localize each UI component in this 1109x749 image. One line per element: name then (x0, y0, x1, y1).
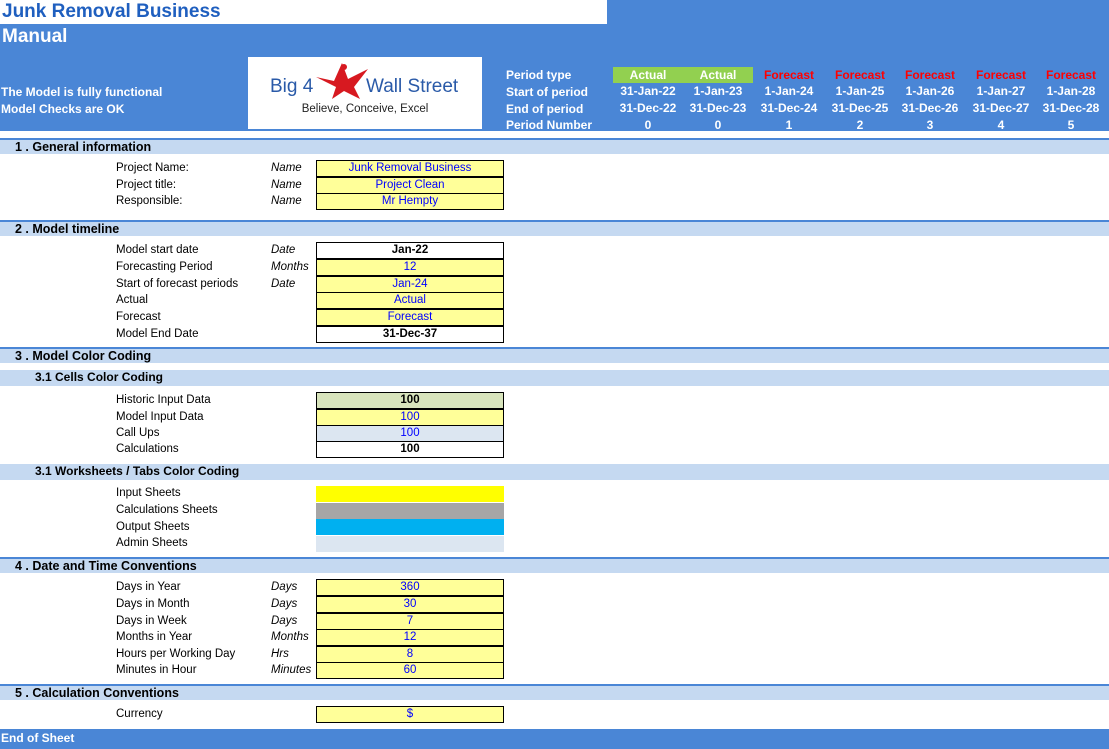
forecast-input[interactable]: Forecast (316, 309, 504, 326)
period-end-cell: 31-Dec-22 (619, 101, 677, 115)
unit-label: Hrs (271, 648, 289, 660)
model-start-date-label: Model start date (116, 244, 199, 256)
period-end-cell: 31-Dec-24 (760, 101, 818, 115)
unit-label: Days (271, 598, 298, 610)
model-checks-status: Model Checks are OK (1, 102, 125, 116)
start-of-period-label: Start of period (506, 85, 589, 99)
period-number-cell: 1 (785, 118, 793, 132)
unit-label: Months (271, 631, 309, 643)
period-type-cell: Forecast (1045, 68, 1097, 82)
call-ups-cell[interactable]: 100 (316, 425, 504, 442)
model-input-label: Model Input Data (116, 411, 204, 423)
unit-label: Days (271, 615, 298, 627)
period-type-cell: Forecast (763, 68, 815, 82)
subsection-title: 3.1 Cells Color Coding (35, 370, 164, 384)
calculations-label: Calculations (116, 443, 179, 455)
period-number-cell: 4 (997, 118, 1005, 132)
period-end-cell: 31-Dec-28 (1042, 101, 1100, 115)
section-title: 5 . Calculation Conventions (15, 686, 179, 700)
period-number-cell: 0 (714, 118, 722, 132)
days-in-week-input[interactable]: 7 (316, 613, 504, 630)
logo (248, 57, 482, 129)
period-end-cell: 31-Dec-26 (901, 101, 959, 115)
model-status: The Model is fully functional (1, 85, 163, 99)
calculations-cell[interactable]: 100 (316, 441, 504, 458)
period-end-cell: 31-Dec-23 (689, 101, 747, 115)
historic-input-cell[interactable]: 100 (316, 392, 504, 409)
project-name-input[interactable]: Junk Removal Business (316, 160, 504, 177)
unit-label: Name (271, 162, 302, 174)
output-sheets-swatch (316, 519, 504, 535)
logo-tagline: Believe, Conceive, Excel (301, 103, 429, 115)
period-type-cell: Forecast (975, 68, 1027, 82)
currency-input[interactable]: $ (316, 706, 504, 723)
days-in-month-input[interactable]: 30 (316, 596, 504, 613)
period-start-cell: 1-Jan-28 (1046, 84, 1096, 98)
end-of-sheet-label: End of Sheet (1, 731, 75, 745)
days-in-week-label: Days in Week (116, 615, 187, 627)
start-forecast-input[interactable]: Jan-24 (316, 276, 504, 293)
period-start-cell: 1-Jan-23 (693, 84, 743, 98)
unit-label: Name (271, 195, 302, 207)
logo-text-right: Wall Street (366, 76, 459, 97)
page-subtitle: Manual (2, 26, 68, 47)
hours-per-day-label: Hours per Working Day (116, 648, 236, 660)
period-end-cell: 31-Dec-27 (972, 101, 1030, 115)
days-in-month-label: Days in Month (116, 598, 190, 610)
period-number-cell: 5 (1067, 118, 1075, 132)
unit-label: Date (271, 278, 296, 290)
unit-label: Minutes (271, 664, 312, 676)
unit-label: Name (271, 179, 302, 191)
forecasting-period-label: Forecasting Period (116, 261, 213, 273)
months-in-year-input[interactable]: 12 (316, 629, 504, 646)
period-start-cell: 1-Jan-27 (976, 84, 1026, 98)
unit-label: Months (271, 261, 309, 273)
historic-input-label: Historic Input Data (116, 394, 211, 406)
period-number-cell: 2 (856, 118, 864, 132)
calculations-sheets-label: Calculations Sheets (116, 504, 218, 516)
admin-sheets-label: Admin Sheets (116, 537, 188, 549)
days-in-year-input[interactable]: 360 (316, 579, 504, 596)
forecasting-period-input[interactable]: 12 (316, 259, 504, 276)
period-end-cell: 31-Dec-25 (831, 101, 889, 115)
responsible-label: Responsible: (116, 195, 183, 207)
months-in-year-label: Months in Year (116, 631, 193, 643)
period-number-cell: 0 (644, 118, 652, 132)
input-sheets-swatch (316, 486, 504, 502)
section-title: 2 . Model timeline (15, 222, 120, 236)
forecast-label: Forecast (116, 311, 161, 323)
section-color-coding (0, 347, 1109, 363)
subsection-title: 3.1 Worksheets / Tabs Color Coding (35, 464, 240, 478)
currency-label: Currency (116, 708, 163, 720)
section-title: 4 . Date and Time Conventions (15, 559, 197, 573)
section-title: 3 . Model Color Coding (15, 349, 152, 363)
period-start-cell: 1-Jan-26 (905, 84, 955, 98)
project-name-label: Project Name: (116, 162, 189, 174)
section-general-information (0, 138, 1109, 154)
unit-label: Date (271, 244, 296, 256)
period-type-cell: Forecast (834, 68, 886, 82)
section-title: 1 . General information (15, 140, 152, 154)
page-title: Junk Removal Business (2, 1, 221, 22)
hours-per-day-input[interactable]: 8 (316, 646, 504, 663)
section-date-time-conventions (0, 557, 1109, 573)
period-start-cell: 1-Jan-24 (764, 84, 814, 98)
logo-text-left: Big 4 (270, 76, 314, 97)
output-sheets-label: Output Sheets (116, 521, 190, 533)
model-end-date-value[interactable]: 31-Dec-37 (316, 326, 504, 343)
calculations-sheets-swatch (316, 503, 504, 519)
section-calculation-conventions (0, 684, 1109, 700)
period-number-cell: 3 (926, 118, 934, 132)
subsection-cells-color-coding (0, 370, 1109, 386)
start-forecast-label: Start of forecast periods (116, 278, 239, 290)
unit-label: Days (271, 581, 298, 593)
project-title-input[interactable]: Project Clean (316, 177, 504, 194)
eagle-icon (314, 59, 370, 103)
period-start-cell: 1-Jan-25 (835, 84, 885, 98)
period-type-cell: Actual (683, 67, 753, 83)
period-type-cell: Actual (613, 67, 683, 83)
end-of-period-label: End of period (506, 102, 584, 116)
project-title-label: Project title: (116, 179, 177, 191)
minutes-in-hour-input[interactable]: 60 (316, 662, 504, 679)
input-sheets-label: Input Sheets (116, 487, 181, 499)
admin-sheets-swatch (316, 536, 504, 552)
actual-label: Actual (116, 294, 148, 306)
period-type-cell: Forecast (904, 68, 956, 82)
subsection-tabs-color-coding (0, 464, 1109, 480)
responsible-input[interactable]: Mr Hempty (316, 193, 504, 210)
section-model-timeline (0, 220, 1109, 236)
model-input-cell[interactable]: 100 (316, 409, 504, 426)
call-ups-label: Call Ups (116, 427, 160, 439)
period-number-label: Period Number (506, 118, 593, 132)
period-type-label: Period type (506, 68, 572, 82)
model-start-date-value[interactable]: Jan-22 (316, 242, 504, 259)
period-start-cell: 31-Jan-22 (620, 84, 676, 98)
footer-band (0, 729, 1109, 749)
days-in-year-label: Days in Year (116, 581, 181, 593)
minutes-in-hour-label: Minutes in Hour (116, 664, 197, 676)
model-end-date-label: Model End Date (116, 328, 199, 340)
actual-input[interactable]: Actual (316, 292, 504, 309)
